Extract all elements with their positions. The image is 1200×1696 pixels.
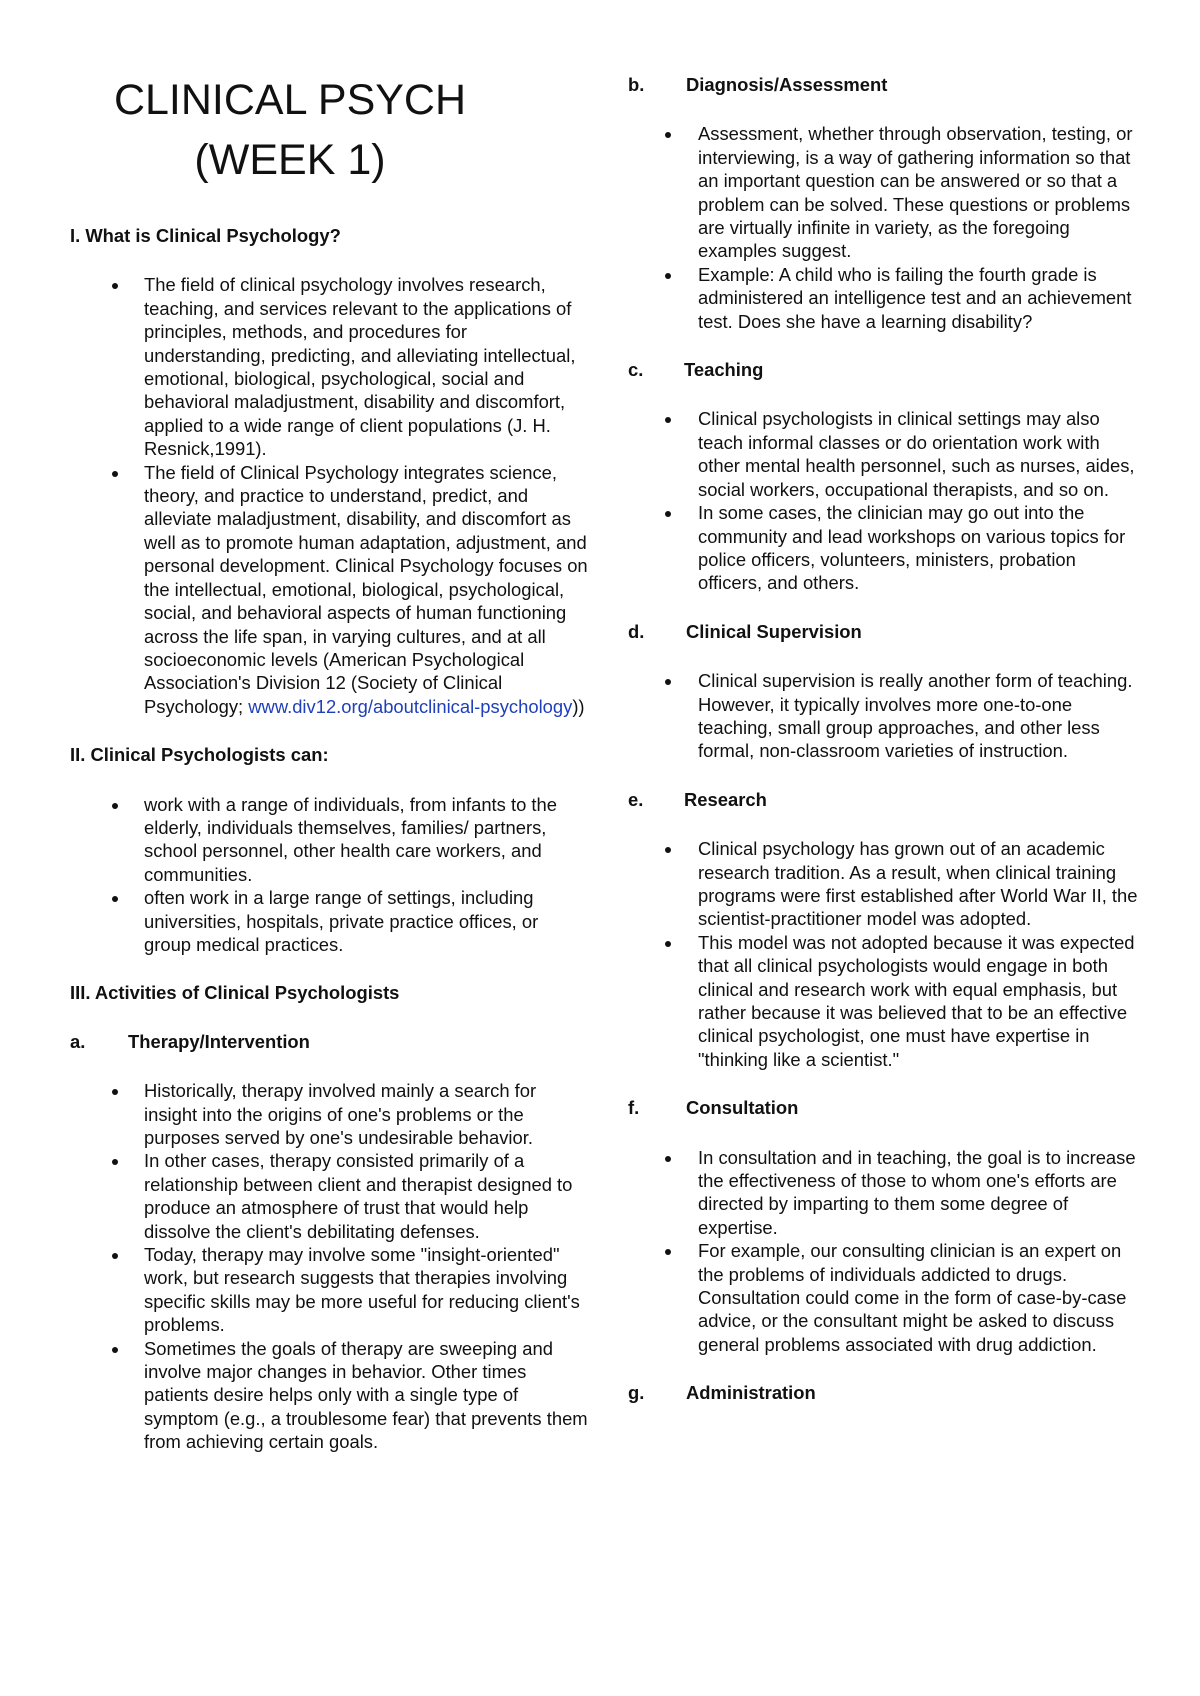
list-item: Sometimes the goals of therapy are sweeping and involve major changes in behavior. Other times patients desire helps only with a single type of symptom (e.g., a troublesome fear) that prevents them from achieving certain goals. bbox=[70, 1337, 590, 1454]
list-item: Clinical supervision is really another form of teaching. However, it typically involves more one-to-one teaching, small group approaches, and other less formal, non-classroom varieties of instruction. bbox=[628, 669, 1143, 763]
left-column bbox=[70, 0, 590, 1454]
research-list bbox=[628, 837, 1143, 1071]
subheading-therapy bbox=[70, 1030, 590, 1053]
list-item: In some cases, the clinician may go out into the community and lead workshops on various topics for police officers, volunteers, ministers, probation officers, and others. bbox=[628, 501, 1143, 595]
subheading-letter: e. bbox=[628, 788, 644, 810]
list-item: Example: A child who is failing the fourth grade is administered an intelligence test and an achievement test. Does she have a learning disability? bbox=[628, 263, 1143, 333]
subheading-letter: f. bbox=[628, 1097, 640, 1119]
subheading-letter: b. bbox=[628, 74, 645, 95]
subheading-title: Therapy/Intervention bbox=[128, 1030, 310, 1052]
list-item: Historically, therapy involved mainly a search for insight into the origins of one's problems or the purposes served by one's undesirable behavior. bbox=[70, 1079, 590, 1149]
subheading-diagnosis bbox=[628, 73, 1143, 96]
list-item: In consultation and in teaching, the goal is to increase the effectiveness of those to whom one's efforts are directed by imparting to them some degree of expertise. bbox=[628, 1146, 1143, 1240]
subheading-administration bbox=[628, 1381, 1143, 1404]
subheading-title: Teaching bbox=[684, 359, 764, 381]
subheading-letter: a. bbox=[70, 1030, 86, 1052]
section-heading-what-is: I. What is Clinical Psychology? bbox=[70, 225, 341, 246]
section-heading-can: II. Clinical Psychologists can: bbox=[70, 744, 329, 766]
list-item: Clinical psychology has grown out of an academic research tradition. As a result, when clinical training programs were first established after World War II, the scientist-practitioner model was adopted. bbox=[628, 837, 1143, 931]
list-item: often work in a large range of settings, including universities, hospitals, private practice offices, or group medical practices. bbox=[70, 886, 590, 956]
page-title-line1: CLINICAL PSYCH bbox=[113, 76, 467, 124]
subheading-supervision bbox=[628, 620, 1143, 643]
list-item: This model was not adopted because it was expected that all clinical psychologists would engage in both clinical and research work with equal emphasis, but rather because it was believed that to be an effective clinical psychologist, one must have expertise in "thinking like a scientist." bbox=[628, 931, 1143, 1071]
subheading-title: Clinical Supervision bbox=[686, 620, 862, 642]
right-column bbox=[628, 0, 1143, 1405]
subheading-teaching bbox=[628, 358, 1143, 381]
subheading-consultation bbox=[628, 1096, 1143, 1119]
list-item: For example, our consulting clinician is an expert on the problems of individuals addicted to drugs. Consultation could come in the form of case-by-case advice, or the consultant might be asked to discuss general problems associated with drug addiction. bbox=[628, 1239, 1143, 1356]
list-item: work with a range of individuals, from infants to the elderly, individuals themselves, families/ partners, school personnel, other health care workers, and communities. bbox=[70, 793, 590, 887]
teaching-list bbox=[628, 407, 1143, 594]
list-item: Today, therapy may involve some "insight-oriented" work, but research suggests that therapies involving specific skills may be more useful for reducing client's problems. bbox=[70, 1243, 590, 1337]
diagnosis-list bbox=[628, 122, 1143, 333]
list-item: The field of clinical psychology involves research, teaching, and services relevant to the applications of principles, methods, and procedures for understanding, predicting, and alleviating intellectual, emotional, biological, psychological, social and behavioral maladjustment, disability and discomfort, applied to a wide range of client populations (J. H. Resnick,1991). bbox=[70, 273, 590, 460]
subheading-title: Consultation bbox=[686, 1097, 799, 1119]
apa-div12-link[interactable]: www.div12.org/aboutclinical-psychology bbox=[248, 695, 573, 717]
supervision-list bbox=[628, 669, 1143, 763]
subheading-title: Administration bbox=[686, 1382, 816, 1404]
subheading-letter: d. bbox=[628, 620, 645, 642]
can-list bbox=[70, 793, 590, 957]
page-title bbox=[90, 70, 490, 190]
list-item bbox=[70, 461, 590, 718]
subheading-research bbox=[628, 788, 1143, 811]
section-heading-activities: III. Activities of Clinical Psychologists bbox=[70, 982, 400, 1004]
subheading-letter: g. bbox=[628, 1382, 645, 1404]
list-item: In other cases, therapy consisted primarily of a relationship between client and therapist designed to produce an atmosphere of trust that would help dissolve the client's debilitating defenses. bbox=[70, 1149, 590, 1243]
list-item-text: The field of Clinical Psychology integrates science, theory, and practice to understand, predict, and alleviate maladjustment, disability, and discomfort as well as to promote human adaptation, adjustment, and personal development. Clinical Psychology focuses on the intellectual, emotional, biological, psychological, social, and behavioral aspects of human functioning across the life span, in varying cultures, and at all socioeconomic levels (American Psychological Association's Division 12 (Society of Clinical Psychology; bbox=[144, 461, 588, 717]
therapy-list bbox=[70, 1079, 590, 1454]
list-item: Assessment, whether through observation, testing, or interviewing, is a way of gathering information so that an important question can be answered or so that a problem can be solved. These questions or problems are virtually infinite in variety, as the foregoing examples suggest. bbox=[628, 122, 1143, 262]
consultation-list bbox=[628, 1146, 1143, 1357]
page-title-line2: (WEEK 1) bbox=[194, 136, 386, 184]
list-item: Clinical psychologists in clinical settings may also teach informal classes or do orientation work with other mental health personnel, such as nurses, aides, social workers, occupational therapists, and so on. bbox=[628, 407, 1143, 501]
what-is-list bbox=[70, 273, 590, 718]
subheading-title: Research bbox=[684, 788, 767, 810]
list-item-tail: )) bbox=[572, 695, 585, 717]
subheading-letter: c. bbox=[628, 359, 644, 381]
subheading-title: Diagnosis/Assessment bbox=[686, 74, 888, 95]
